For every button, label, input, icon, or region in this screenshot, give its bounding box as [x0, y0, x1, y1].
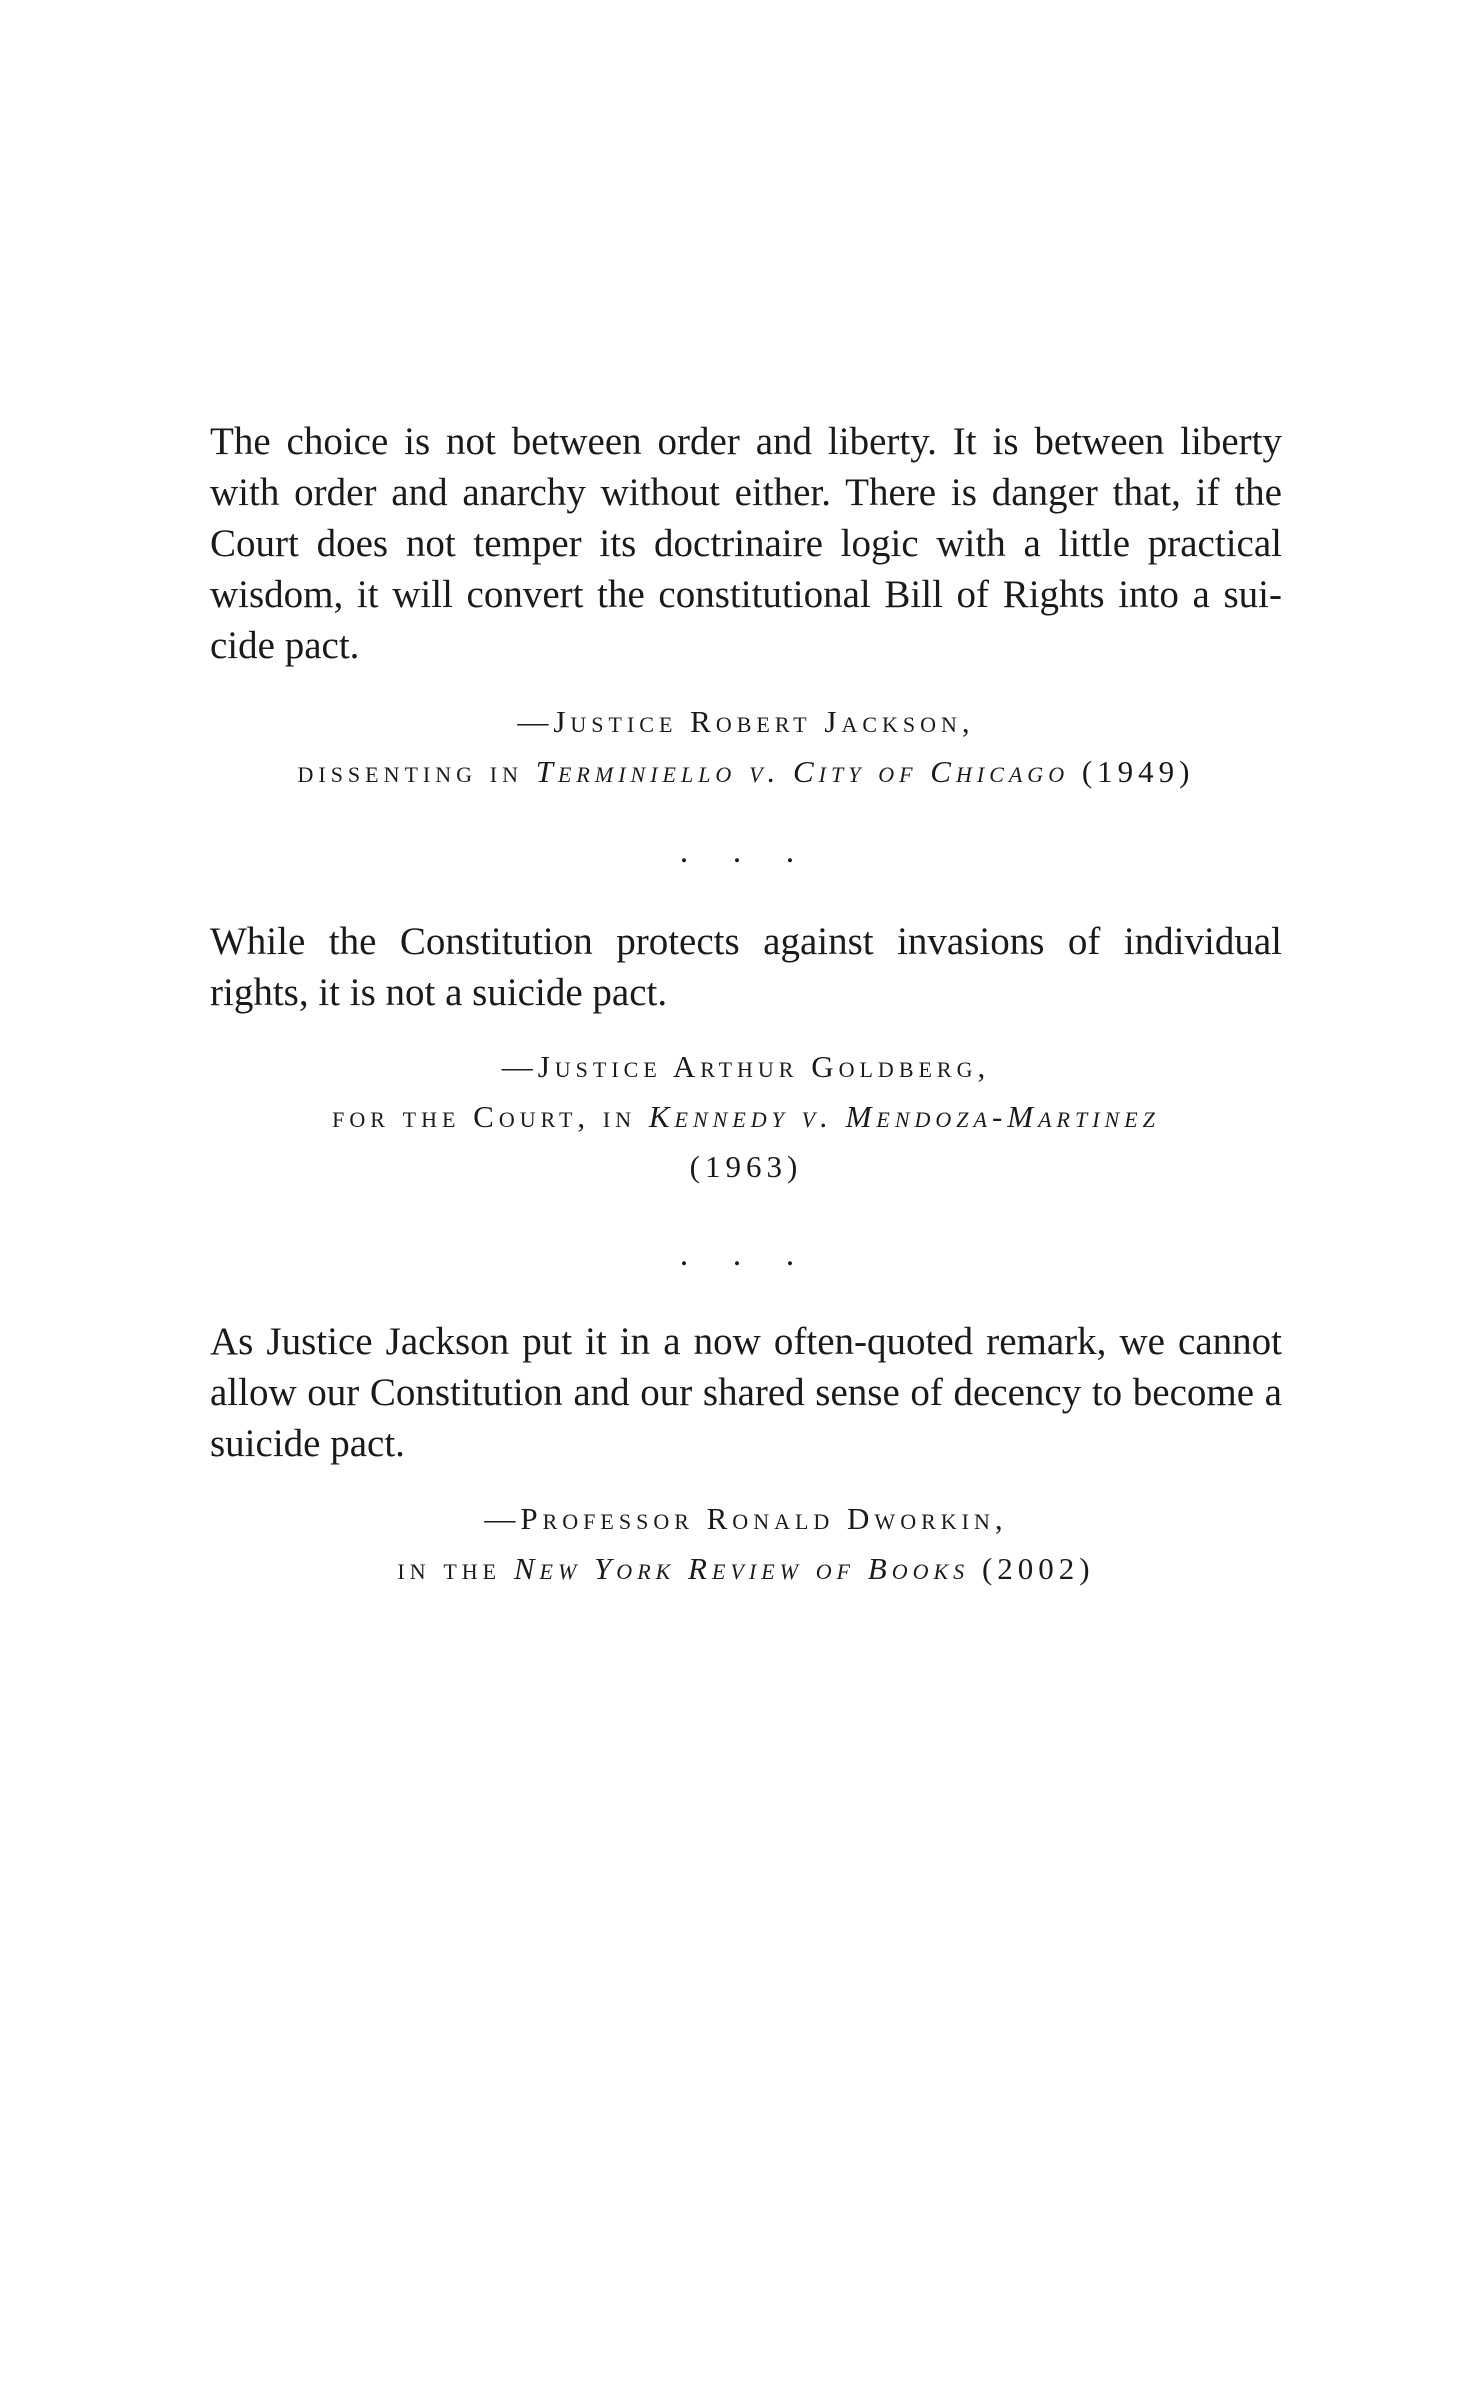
attribution-source-prefix: dissenting in	[297, 754, 536, 789]
attribution-source	[210, 747, 1282, 797]
attribution-dworkin	[210, 1494, 1282, 1594]
attribution-name: —Professor Ronald Dworkin,	[484, 1501, 1008, 1536]
case-name: Kennedy v. Mendoza-Martinez	[648, 1099, 1160, 1134]
epigraph-quote-jackson: The choice is not between order and liberty. It is between liberty with order and anarchy without either. There is danger that, if the Court does not temper its doctrinaire logic with a little practical wisdom, it will convert the constitutional Bill of Rights into a suicide pact.	[210, 420, 1282, 667]
attribution-goldberg	[210, 1042, 1282, 1192]
case-name: Terminiello v. City of Chicago	[535, 754, 1070, 789]
attribution-year: (1963)	[689, 1149, 803, 1184]
attribution-name: —Justice Robert Jackson,	[517, 704, 975, 739]
section-separator: . . .	[679, 1236, 813, 1273]
attribution-year: (1949)	[1069, 754, 1195, 789]
attribution-source	[210, 1092, 1282, 1142]
attribution-year: (2002)	[969, 1551, 1095, 1586]
section-separator: . . .	[679, 833, 813, 870]
publication-name: New York Review of Books	[513, 1551, 970, 1586]
attribution-source-prefix: in the	[397, 1551, 514, 1586]
attribution-source	[210, 1544, 1282, 1594]
attribution-source-prefix: for the Court, in	[332, 1099, 649, 1134]
attribution-jackson	[210, 697, 1282, 797]
attribution-name: —Justice Arthur Goldberg,	[501, 1049, 991, 1084]
epigraph-quote-dworkin: As Justice Jackson put it in a now often-quoted remark, we cannot allow our Constitution and our shared sense of decency to become a suicide pact.	[210, 1320, 1282, 1465]
epigraph-quote-goldberg: While the Constitution protects against invasions of individual rights, it is not a suicide pact.	[210, 920, 1282, 1014]
